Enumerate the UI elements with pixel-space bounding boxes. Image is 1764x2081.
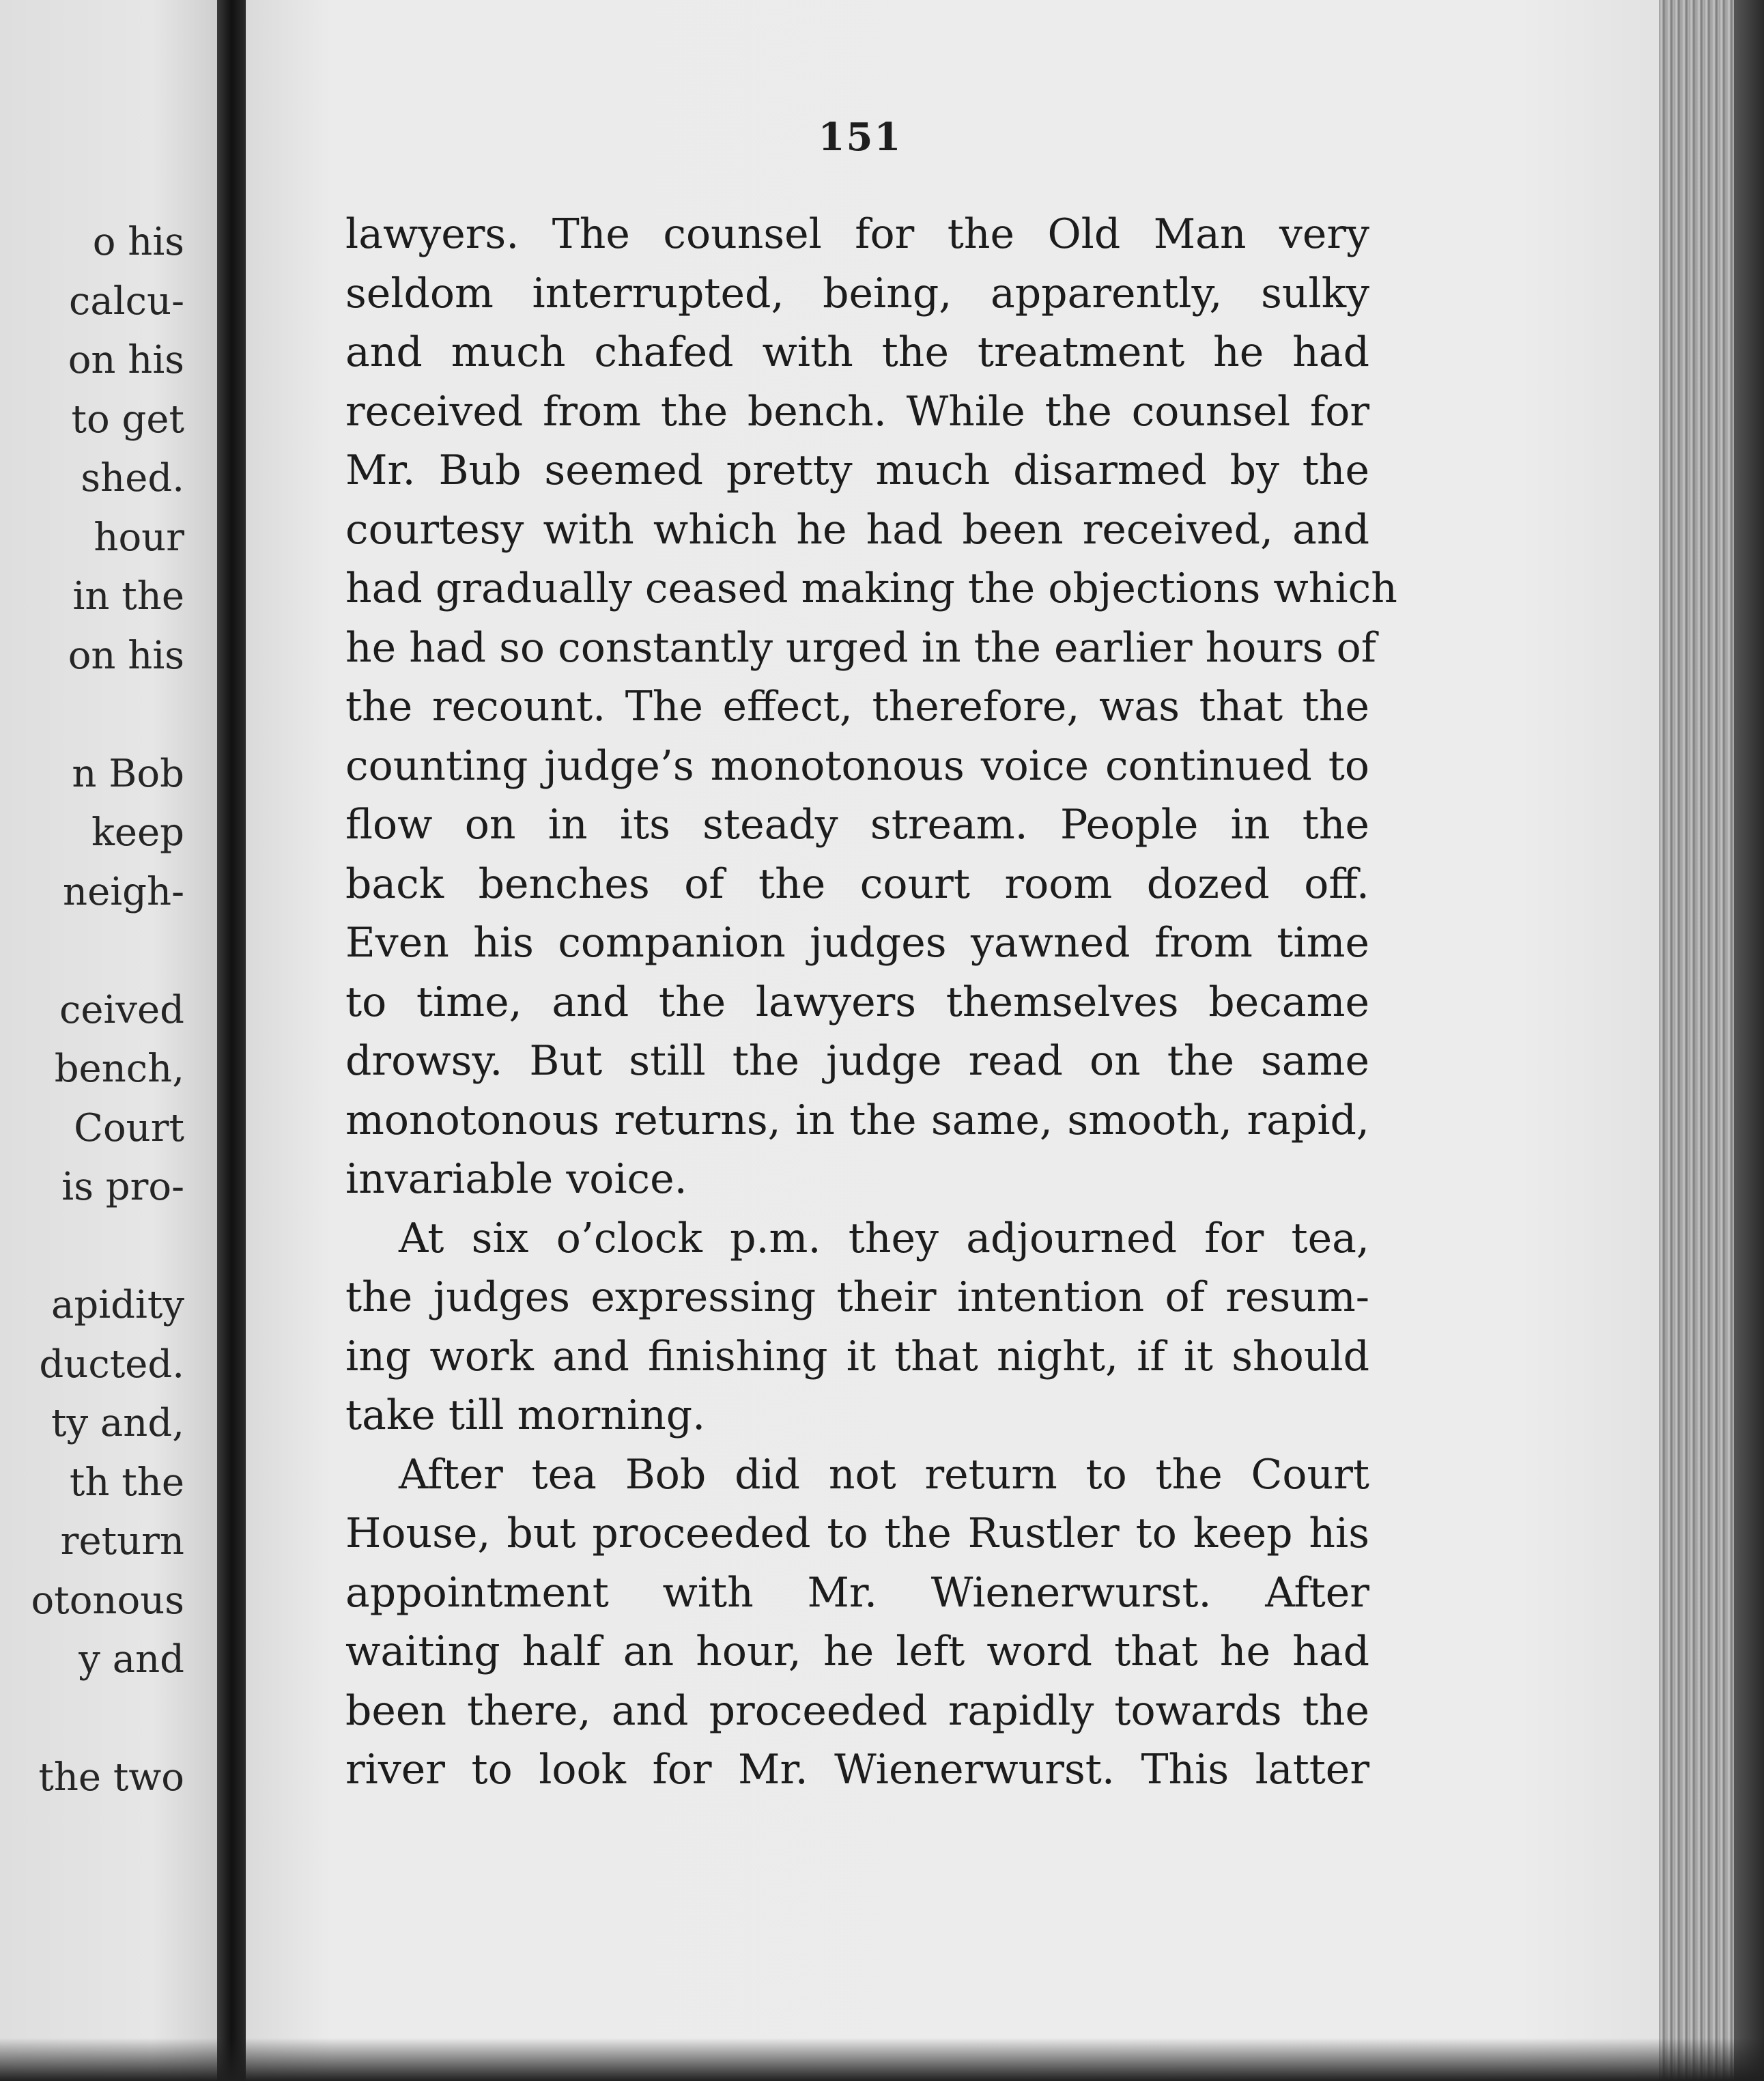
previous-page-line: o his [92,220,184,264]
text-line: the recount. The effect, therefore, was that the [345,683,1369,731]
previous-page-line: shed. [81,456,184,500]
text-line: take till morning. [345,1391,706,1439]
text-line: At six o’clock p.m. they adjourned for tea, [399,1214,1369,1262]
previous-page-line: hour [94,515,184,560]
previous-page-line: in the [72,574,184,619]
previous-page-line: on his [68,633,184,678]
text-line: he had so constantly urged in the earlier hours of [345,623,1376,672]
previous-page-line [0,1690,184,1749]
text-line: monotonous returns, in the same, smooth, rapid, [345,1096,1369,1144]
text-line: drowsy. But still the judge read on the same [345,1037,1369,1085]
text-line: lawyers. The counsel for the Old Man very [345,210,1369,258]
text-line: seldom interrupted, being, apparently, sulky [345,269,1369,317]
previous-page-line: ceived [59,987,184,1032]
text-line: been there, and proceeded rapidly towards the [345,1686,1369,1735]
previous-page-line: y and [79,1637,184,1682]
text-line: appointment with Mr. Wienerwurst. After [345,1568,1369,1617]
previous-page-line: n Bob [72,751,184,796]
bottom-shadow [0,2038,1764,2081]
previous-page-line: bench, [54,1047,184,1091]
previous-page-line: calcu- [68,279,184,324]
text-line: flow on in its steady stream. People in the [345,801,1369,849]
previous-page-line: to get [71,397,184,442]
previous-page-line [0,922,184,981]
previous-page-line [0,1217,184,1277]
previous-page-line: ducted. [39,1342,184,1387]
previous-page-line: the two [38,1755,184,1800]
previous-page [0,0,217,2081]
previous-page-text [0,213,184,1808]
previous-page-line: keep [91,810,184,855]
text-line: to time, and the lawyers themselves became [345,978,1369,1026]
text-line: invariable voice. [345,1155,687,1203]
text-line: and much chafed with the treatment he had [345,328,1369,376]
text-line: the judges expressing their intention of resum- [345,1273,1369,1321]
text-line: After tea Bob did not return to the Court [399,1450,1369,1499]
previous-page-line: otonous [31,1578,184,1623]
text-line: counting judge’s monotonous voice continued to [345,741,1369,790]
body-text [345,205,1397,1800]
text-line: Mr. Bub seemed pretty much disarmed by the [345,447,1369,494]
previous-page-line: Court [74,1105,184,1150]
book-cover-edge [1734,0,1764,2081]
current-page [246,0,1659,2081]
previous-page-line: neigh- [63,869,184,914]
previous-page-line: on his [68,338,184,382]
text-line: courtesy with which he had been received, and [345,505,1369,554]
text-line: received from the bench. While the counsel for [345,387,1369,436]
book-spine [217,0,246,2081]
page-number: 151 [818,115,902,160]
previous-page-line: is pro- [61,1165,184,1209]
text-line: House, but proceeded to the Rustler to keep his [345,1510,1369,1557]
previous-page-line: th the [69,1460,184,1505]
text-line: Even his companion judges yawned from time [345,919,1369,967]
text-line: ing work and finishing it that night, if it should [345,1332,1369,1381]
text-line: river to look for Mr. Wienerwurst. This latter [345,1746,1369,1794]
previous-page-line: ty and, [51,1401,184,1445]
previous-page-line [0,685,184,745]
previous-page-line: return [60,1519,184,1563]
text-line: had gradually ceased making the objections which [345,565,1397,612]
text-line: back benches of the court room dozed off. [345,860,1369,908]
previous-page-line: apidity [51,1283,184,1327]
text-line: waiting half an hour, he left word that he had [345,1628,1369,1675]
